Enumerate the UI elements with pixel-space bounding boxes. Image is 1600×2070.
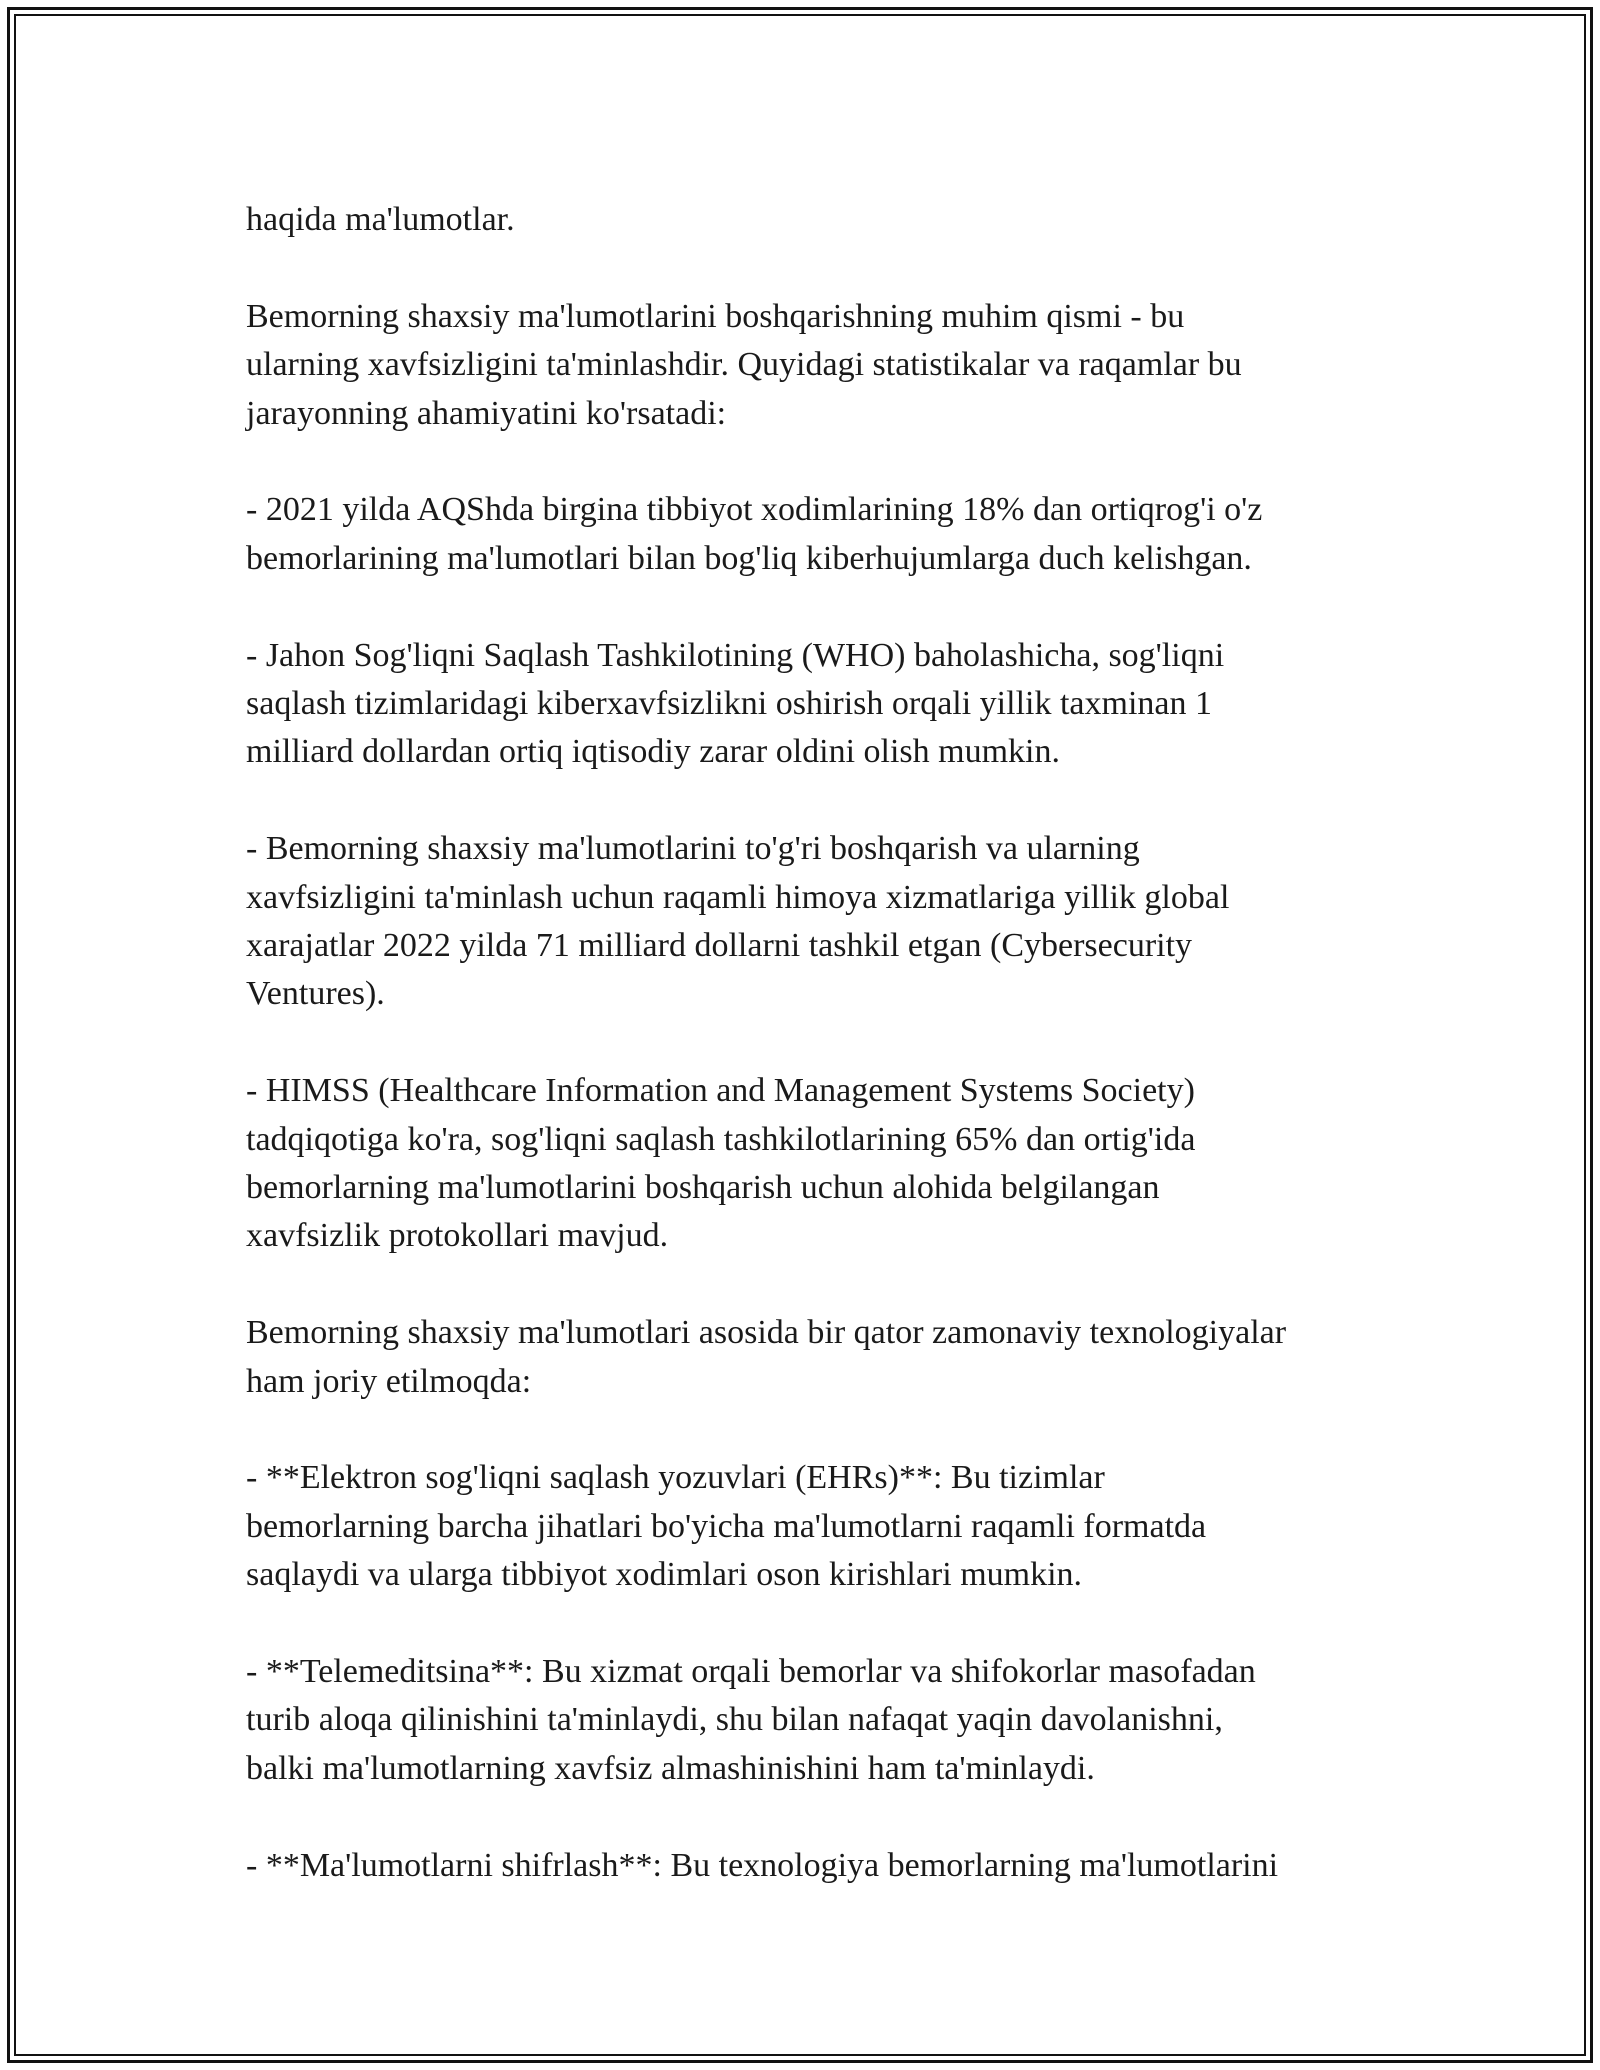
list-item-global-spending: - Bemorning shaxsiy ma'lumotlarini to'g'ri boshqarish va ularning xavfsizligini ta'minlash uchun raqamli himoya xizmatlariga yillik global xarajatlar 2022 yilda 71 milliard dollarni tashkil etgan (Cybersecurity Ventures).: [246, 830, 1230, 1013]
list-item-us-cyberattacks: - 2021 yilda AQShda birgina tibbiyot xodimlarining 18% dan ortiqrog'i o'z bemorlarining ma'lumotlari bilan bog'liq kiberhujumlarga duch kelishgan.: [246, 491, 1263, 577]
list-item-telemedicine: - **Telemeditsina**: Bu xizmat orqali bemorlar va shifokorlar masofadan turib aloqa qilinishini ta'minlaydi, shu bilan nafaqat yaqin davolanishni, balki ma'lumotlarning xavfsiz almashinishini ham ta'minlaydi.: [246, 1653, 1256, 1787]
list-item-ehrs: - **Elektron sog'liqni saqlash yozuvlari (EHRs)**: Bu tizimlar bemorlarning barcha jihatlari bo'yicha ma'lumotlarni raqamli formatda saqlaydi va ularga tibbiyot xodimlari oson kirishlari mumkin.: [246, 1459, 1207, 1594]
list-item-encryption: - **Ma'lumotlarni shifrlash**: Bu texnologiya bemorlarning ma'lumotlarini: [246, 1846, 1279, 1884]
list-item-himss-study: - HIMSS (Healthcare Information and Management Systems Society) tadqiqotiga ko'ra, sog'liqni saqlash tashkilotlarining 65% dan ortig'ida bemorlarning ma'lumotlarini boshqarish uchun alohida belgilangan xavfsizlik protokollari mavjud.: [246, 1072, 1196, 1255]
paragraph-intro-fragment: haqida ma'lumotlar.: [246, 201, 515, 238]
list-item-who-estimate: - Jahon Sog'liqni Saqlash Tashkilotining (WHO) baholashicha, sog'liqni saqlash tizimlaridagi kiberxavfsizlikni oshirish orqali yillik taxminan 1 milliard dollardan ortiq iqtisodiy zarar oldini olish mumkin.: [246, 636, 1225, 771]
paragraph-technologies-intro: Bemorning shaxsiy ma'lumotlari asosida bir qator zamonaviy texnologiyalar ham joriy etilmoqda:: [246, 1314, 1287, 1400]
page-frame: [7, 7, 1593, 2063]
document-body: [246, 196, 1386, 1890]
paragraph-security-importance: Bemorning shaxsiy ma'lumotlarini boshqarishning muhim qismi - bu ularning xavfsizligini ta'minlashdir. Quyidagi statistikalar va raqamlar bu jarayonning ahamiyatini ko'rsatadi:: [246, 297, 1242, 432]
